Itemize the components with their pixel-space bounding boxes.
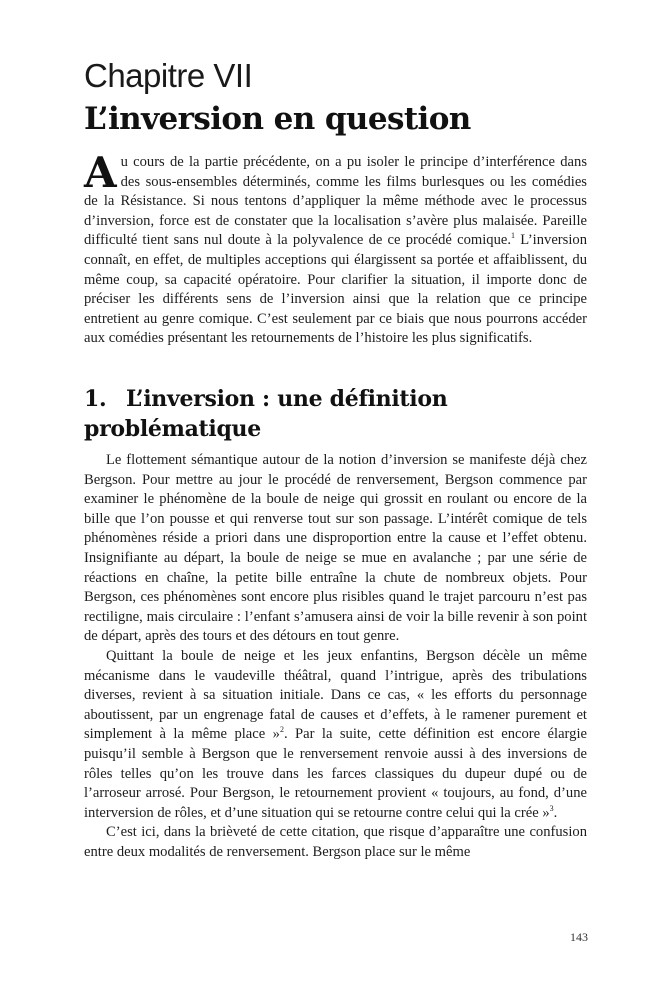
paragraph-2-text-a: Quittant la boule de neige et les jeux enfantins, Bergson décèle un même mécanisme dans le vaudeville théâtral, quand l’intrigue, après des tribulations diverses, revient à sa situation initiale. Dans ce cas, « les efforts du personnage aboutissent, par un engrenage fatal de causes et d’effets, à le ramener purement et simplement à la même place »	[84, 647, 587, 743]
paragraph-3: C’est ici, dans la brièveté de cette citation, que risque d’apparaître une confusion entre deux modalités de renversement. Bergson place sur le même	[84, 824, 587, 860]
intro-text-2: L’inversion connaît, en effet, de multiples acceptions qui élargissent sa portée et affaiblissent, du même coup, sa capacité opératoire. Pour clarifier la situation, il importe donc de préciser les différents sens de l’inversion ainsi que la relation que ce principe entretient au genre comique. C’est seulement par ce biais que nous pourrons accéder aux comédies présentant les retournements de l’histoire les plus significatifs.	[84, 232, 587, 347]
intro-paragraph	[84, 148, 587, 349]
footnote-ref-3[interactable]: 3	[549, 803, 554, 813]
chapter-number: Chapitre VII	[84, 57, 253, 94]
footnote-ref-1[interactable]: 1	[511, 231, 516, 241]
page-number: 143	[570, 930, 588, 944]
paragraph-2-text-c: .	[553, 804, 558, 821]
section-heading	[84, 384, 587, 444]
paragraph-2-text-b: . Par la suite, cette définition est encore élargie puisqu’il semble à Bergson que le renversement renvoie aussi à des inversions de rôles telles qu’on les trouve dans les farces classiques du dupeur dupé ou de l’arroseur arrosé. Pour Bergson, le retournement provient « toujours, au fond, d’une interversion de rôles, et d’une situation qui se retourne contre celui qui la crée »	[84, 726, 587, 821]
chapter-title: L’inversion en question	[84, 101, 471, 137]
drop-cap: A	[84, 148, 117, 197]
paragraph-2	[84, 647, 587, 823]
intro-text-1: u cours de la partie précédente, on a pu isoler le principe d’interférence dans des sous-ensembles déterminés, comme les films burlesques ou les comédies de la Résistance. Si nous tentons d’appliquer la même méthode avec le processus d’inversion, force est de constater que la localisation s’avère plus malaisée. Pareille difficulté tient sans nul doute à la polyvalence de ce procédé comique.	[84, 154, 587, 249]
footnote-ref-2[interactable]: 2	[279, 725, 284, 735]
section-number: 1.	[84, 386, 107, 412]
section-title: L’inversion : une définition problématique	[84, 386, 448, 442]
section-body	[84, 451, 587, 862]
paragraph-1: Le flottement sémantique autour de la notion d’inversion se manifeste déjà chez Bergson. Pour mettre au jour le procédé de renversement, Bergson commence par examiner le phénomène de la boule de neige qui grossit en roulant ou encore de la bille que l’on pousse et qui renverse tout sur son passage. L’intérêt comique de tels phénomènes réside a priori dans une disproportion entre la cause et l’effet obtenu. Insignifiante au départ, la boule de neige se mue en avalanche ; par une série de réactions en chaîne, la petite bille entraîne la chute de nombreux objets. Pour Bergson, ces phénomènes sont encore plus risibles quand le trajet parcouru n’est pas rectiligne, mais circulaire : l’enfant s’amusera ainsi de voir la bille revenir à son point de départ, après des tours et des détours en tout genre.	[84, 452, 587, 645]
